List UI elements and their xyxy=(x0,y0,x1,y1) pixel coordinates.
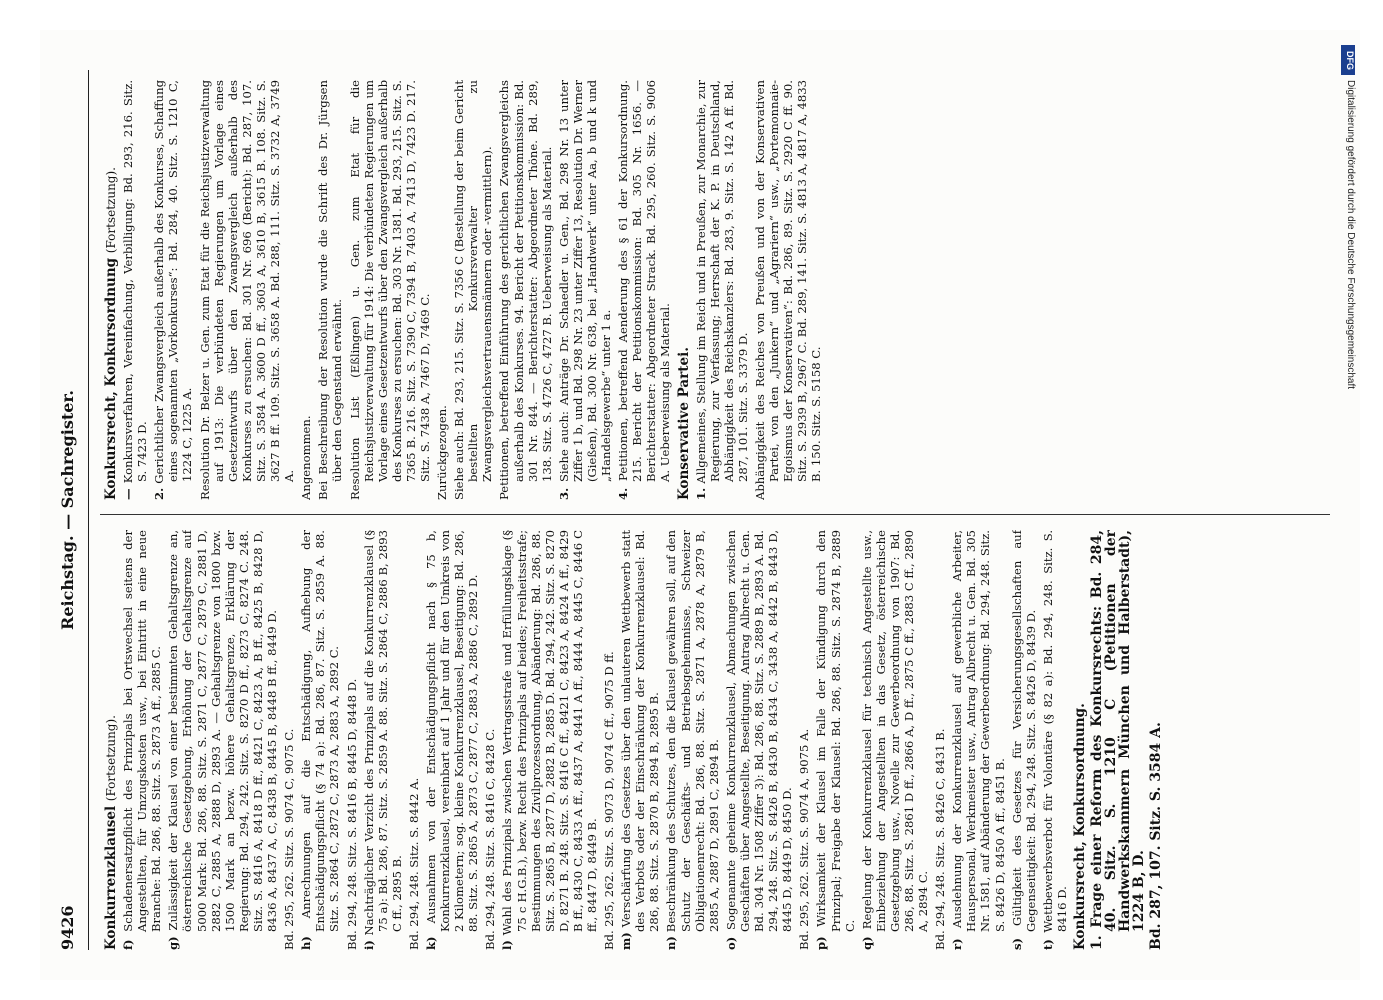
entry-text: Siehe auch: Anträge Dr. Schaedler u. Gen., Bd. 298 Nr. 13 unter Ziffer 1 b, und Bd. 298 Nr. 23 unter Ziffer 13, Resolution Dr. Werner (Gießen), Bd. 300 Nr. 638, bei „Handwerk“ unter Aa, b und k und „Handelsgewerbe“ unter 1 a. xyxy=(556,80,614,483)
page-number: 9426 xyxy=(58,905,77,950)
entry-text: Schadenersatzpflicht des Prinzipals bei Ortswechsel seitens der Angestellten, für Umzugskosten usw., bei Eintritt in eine neue Branche: Bd. 286, 88. Sitz. S. 2873 A ff., 2885 C. xyxy=(121,530,164,932)
index-entry xyxy=(724,530,794,950)
entry-label: q) xyxy=(859,936,874,950)
index-entry xyxy=(152,80,194,500)
entry-label: p) xyxy=(814,936,829,950)
entry-text: Siehe auch: Bd. 293, 215. Sitz. S. 7356 C (Bestellung der beim Gericht bestellten Konkursverwalter zu Zwangsvergleichsvertrauensmännern oder -vermittlern). xyxy=(452,80,495,500)
index-entry xyxy=(1149,530,1163,950)
index-entry xyxy=(345,530,359,950)
dfg-logo: DFG xyxy=(1341,45,1355,75)
index-entry xyxy=(452,80,494,500)
index-entry xyxy=(814,530,856,950)
index-entry xyxy=(497,80,553,500)
index-entry xyxy=(198,80,297,500)
index-entry xyxy=(753,80,823,500)
entry-text: Bd. 295, 262. Sitz. S. 9074 C, 9075 C. xyxy=(282,728,297,950)
entry-text: Bd. 294, 248. Sitz. S. 8442 A. xyxy=(406,777,421,950)
entry-label: i) xyxy=(361,940,376,950)
entry-text: Gerichtlicher Zwangsvergleich außerhalb des Konkurses, Schaffung eines sogenannten „Vorkonkurses“: Bd. 284, 40. Sitz. S. 1210 C, 1224 C, 1225 A. xyxy=(152,80,195,484)
section-continued: (Fortsetzung). xyxy=(104,715,118,802)
entry-label: 2. xyxy=(152,487,167,500)
entry-label: m) xyxy=(619,932,634,950)
index-entry xyxy=(619,530,661,950)
entry-label: n) xyxy=(664,936,679,950)
entry-text: Resolution Dr. Belzer u. Gen. zum Etat für die Reichsjustizverwaltung auf 1913: Die verbündeten Regierungen um Vorlage eines Gesetzentwurfs über den Zwangsvergleich außerhalb des Konkurses zu ersuchen: Bd. 301 Nr. 696 (Bericht): Bd. 287, 107. Sitz. S. 3584 A. 3600 D ff., 3603 A, 3610 B, 3615 B. 108. Sitz. S. 3627 B ff. 109. Sitz. S. 3658 A. Bd. 288, 111. Sitz. S. 3732 A, 3749 A. xyxy=(197,80,297,500)
rotated-page-content xyxy=(40,30,1360,980)
entry-label: o) xyxy=(723,936,738,950)
index-entry xyxy=(299,530,341,950)
index-entry xyxy=(483,530,497,950)
entry-text: Ausnahmen von der Entschädigungspflicht nach § 75 b, Konkurrenzklausel, vereinbart auf 1 Jahr und für den Umkreis von 2 Kilometern; sog. kleine Konkurrenzklausel, Beseitigung: Bd. 286, 88. Sitz. S. 2865 A, 2873 C, 2877 C, 2883 A, 2886 C, 2892 D. xyxy=(423,530,481,932)
entry-text: Abhängigkeit des Reiches von Preußen und von der Konservativen Partei, von den „Junkern“ und „Agrariern“ usw., „Portemonnaie-Egoismus der Konservativen“: Bd. 286, 89. Sitz. S. 2920 C ff. 90. Sitz. S. 2939 B, 2967 C. Bd. 289, 141. Sitz. S. 4813 A, 4817 A, 4833 B. 150. Sitz. S. 5158 C. xyxy=(753,80,824,500)
index-entry xyxy=(435,80,449,500)
entry-text: Resolution List (Eßlingen) u. Gen. zum Etat für die Reichsjustizverwaltung für 1914: Die verbündeten Regierungen um Vorlage eines Gesetzentwurfs über den Zwangsvergleich außerhalb des Konkurses zu ersuchen: Bd. 303 Nr. 1381. Bd. 293, 215. Sitz. S. 7365 B. 216. Sitz. S. 7390 C, 7394 B, 7403 A, 7413 D, 7423 D. 217. Sitz. S. 7438 A, 7467 D, 7469 C. xyxy=(347,80,432,500)
index-entry xyxy=(121,530,163,950)
index-entry xyxy=(1010,530,1038,950)
section-heading: Konservative Partei. xyxy=(675,347,692,500)
entry-text: Ausdehnung der Konkurrenzklausel auf gewerbliche Arbeiter, Hauspersonal, Werkmeister usw., Antrag Albrecht u. Gen. Bd. 305 Nr. 1581, auf Abänderung der Gewerbeordnung: Bd. 294, 248. Sitz. S. 8426 D, 8450 A ff., 8451 B. xyxy=(950,530,1007,932)
entry-label: 1. xyxy=(1089,935,1106,950)
entry-list xyxy=(121,530,1069,950)
index-entry xyxy=(121,80,149,500)
index-entry xyxy=(950,530,1006,950)
entry-text: Wettbewerbsverbot für Volontäre (§ 82 a): Bd. 294, 248. Sitz. S. 8416 D. xyxy=(1040,530,1069,933)
dfg-notice-text: Digitalisierung gefördert durch die Deutsche Forschungsgemeinschaft xyxy=(1345,80,1356,390)
entry-label: 4. xyxy=(616,487,631,500)
entry-text: Zurückgezogen. xyxy=(435,405,450,500)
section-continued: (Fortsetzung). xyxy=(104,167,118,254)
entry-label: k) xyxy=(423,936,438,950)
index-entry xyxy=(933,530,947,950)
entry-text: Bd. 287, 107. Sitz. S. 3584 A. xyxy=(1148,722,1165,950)
entry-label: 3. xyxy=(556,487,571,500)
index-entry xyxy=(694,80,750,500)
index-entry xyxy=(316,80,344,500)
left-column xyxy=(100,530,1340,950)
index-entry xyxy=(500,530,599,950)
page-header xyxy=(58,70,88,950)
entry-text: Petitionen, betreffend Einführung des gerichtlichen Zwangsvergleichs außerhalb des Konkurses. 94. Bericht der Petitionskommission: Bd. 301 Nr. 844. — Berichterstatter: Abgeordneter Thöne. Bd. 289, 138. Sitz. S. 4726 C, 4727 B. Ueberweisung als Material. xyxy=(497,80,554,500)
index-entry xyxy=(616,80,672,500)
entry-label: 1. xyxy=(693,487,708,500)
entry-text: Petitionen, betreffend Aenderung des § 61 der Konkursordnung. 215. Bericht der Petitionskommission: Bd. 305 Nr. 1656. — Berichterstatter: Abgeordneter Strack. Bd. 295, 260. Sitz. S. 9006 A. Ueberweisung als Material. xyxy=(616,80,673,482)
entry-text: Angenommen. xyxy=(299,415,314,500)
section-title: Konkurrenzklausel xyxy=(103,805,119,950)
index-entry xyxy=(407,530,421,950)
entry-text: Verschärfung des Gesetzes über den unlauteren Wettbewerb statt des Verbots oder der Einschränkung der Konkurrenzklausel: Bd. 286, 88. Sitz. S. 2870 B, 2894 B, 2895 B. xyxy=(619,530,662,932)
section-heading: Konkursrecht, Konkursordnung. xyxy=(1072,703,1088,950)
entry-text: Sogenannte geheime Konkurrenzklausel, Abmachungen zwischen Geschäften über Angestellte, Beseitigung. Antrag Albrecht u. Gen. Bd. 304 Nr. 1508 Ziffer 3): Bd. 286, 88. Sitz. S. 2889 B, 2893 A. Bd. 294, 248. Sitz. S. 8426 B, 8430 B, 8434 C, 3438 A, 8442 B, 8443 D, 8445 D, 8449 D, 8450 D. xyxy=(723,530,795,932)
entry-label: g) xyxy=(166,936,181,950)
index-entry xyxy=(797,530,811,950)
index-entry xyxy=(166,530,279,950)
page-title: Reichstag. — Sachregister. xyxy=(58,390,77,630)
entry-text: Allgemeines, Stellung im Reich und in Preußen, zur Monarchie, zur Regierung, zur Verfassung; Herrschaft der K. P. in Deutschland, Abhängigkeit des Reichskanzlers: Bd. 283, 9. Sitz. S. 142 A ff. Bd. 287, 101. Sitz. S. 3379 D. xyxy=(693,80,750,484)
scanned-page xyxy=(40,30,1360,980)
entry-text: Bd. 295, 262. Sitz. S. 9074 A, 9075 A. xyxy=(797,728,812,950)
index-entry xyxy=(424,530,480,950)
entry-label: l) xyxy=(500,940,515,950)
dfg-notice xyxy=(1340,40,1356,740)
entry-text: Zulässigkeit der Klausel von einer bestimmten Gehaltsgrenze an, österreichische Gesetzgebung, Erhöhung der Gehaltsgrenze auf 5000 Mark: Bd. 286, 88. Sitz. S. 2871 C, 2877 C, 2879 C, 2881 D, 2882 C, 2885 A, 2888 D, 2893 A. — Gehaltsgrenze von 1800 bzw. 1500 Mark an bezw. höhere Gehaltsgrenze, Erklärung der Regierung: Bd. 294, 242. Sitz. S. 8270 D ff., 8273 C, 8274 C. 248. Sitz. S. 8416 A, 8418 D ff., 8421 C, 8423 A, B ff., 8425 B, 8428 D, 8436 A, 8437 A, C, 8438 B, 8445 B, 8448 B ff., 8449 D. xyxy=(166,530,280,932)
index-entry xyxy=(1090,530,1146,950)
entry-text: Bei Beschreibung der Resolution wurde die Schrift des Dr. Jürgsen über den Gegenstand erwähnt. xyxy=(316,80,345,500)
index-entry xyxy=(860,530,930,950)
entry-text: Wirksamkeit der Klausel im Falle der Kündigung durch den Prinzipal; Freigabe der Klausel: Bd. 286, 88. Sitz. S. 2874 B, 2889 C. xyxy=(814,530,857,932)
entry-text: Konkursverfahren, Vereinfachung, Verbilligung: Bd. 293, 216. Sitz. S. 7423 D. xyxy=(121,80,150,484)
right-column xyxy=(100,80,1340,500)
entry-label: — xyxy=(121,488,136,500)
entry-label: f) xyxy=(121,939,136,950)
entry-label: r) xyxy=(950,938,965,950)
entry-text: Gültigkeit des Gesetzes für Versicherungsgesellschaften auf Gegenseitigkeit: Bd. 294, 248. Sitz. S. 8426 D, 8439 D. xyxy=(1009,530,1038,932)
index-entry xyxy=(282,530,296,950)
entry-label: t) xyxy=(1040,939,1055,950)
entry-text: Frage einer Reform des Konkursrechts: Bd. 284, 40. Sitz. S. 1210 C (Petitionen der Handwerkskammern München und Halberstadt), 1224 B, D. xyxy=(1089,530,1148,932)
header-rule xyxy=(88,70,89,950)
entry-text: Anrechnungen auf die Entschädigung, Aufhebung der Entschädigungspflicht (§ 74 a): Bd. 286, 87. Sitz. S. 2859 A. 88. Sitz. S. 2864 C, 2872 C, 2873 A, 2883 A, 2892 C. xyxy=(299,530,342,932)
index-entry xyxy=(362,530,404,950)
entry-label: h) xyxy=(299,936,314,950)
entry-list xyxy=(694,80,824,500)
index-entry xyxy=(348,80,433,500)
entry-text: Bd. 295, 262. Sitz. S. 9073 D, 9074 C ff., 9075 D ff. xyxy=(602,651,617,950)
entry-text: Bd. 294, 248. Sitz. S. 8416 C, 8428 C. xyxy=(483,728,498,950)
index-entry xyxy=(299,80,313,500)
section-heading xyxy=(104,80,118,500)
section-title: Konkursrecht, Konkursordnung xyxy=(103,257,119,500)
index-entry xyxy=(1041,530,1069,950)
index-entry xyxy=(664,530,720,950)
column-divider xyxy=(100,514,1330,515)
entry-list xyxy=(121,80,672,500)
entry-text: Beschränkung des Schutzes, den die Klausel gewähren soll, auf den Schutz der Geschäfts- und Betriebsgeheimnisse, Schweizer Obligationenrecht: Bd. 286, 88. Sitz. S. 2871 A, 2878 A, 2879 B, 2885 A, 2887 D, 2891 C, 2894 B. xyxy=(664,530,721,933)
entry-label: s) xyxy=(1009,937,1024,950)
entry-text: Bd. 294, 248. Sitz. S. 8426 C, 8431 B. xyxy=(933,728,948,950)
section-heading xyxy=(104,530,118,950)
entry-text: Bd. 294, 248. Sitz. S. 8416 B, 8445 D, 8448 D. xyxy=(344,678,359,950)
entry-list xyxy=(1090,530,1163,950)
entry-text: Nachträglicher Verzicht des Prinzipals auf die Konkurrenzklausel (§ 75 a): Bd. 286, 87. Sitz. S. 2859 A. 88. Sitz. S. 2864 C, 2886 B, 2893 C ff., 2895 B. xyxy=(361,530,404,936)
index-entry xyxy=(557,80,613,500)
entry-text: Regelung der Konkurrenzklausel für technisch Angestellte usw., Einbeziehung der Angestellten in das Gesetz, österreichische Gesetzgebung usw., Novelle zur Gewerbeordnung von 1907: Bd. 286, 88. Sitz. S. 2861 D ff., 2866 A, D ff., 2875 C ff., 2883 C ff., 2890 A, 2894 C. xyxy=(859,530,931,932)
entry-text: Wahl des Prinzipals zwischen Vertragsstrafe und Erfüllungsklage (§ 75 c H.G.B.), bezw. Recht des Prinzipals auf beides; Freiheitsstrafe; Bestimmungen des Zivilprozessordnung, Abänderung: Bd. 286, 88. Sitz. S. 2865 B, 2877 D, 2882 B, 2885 D. Bd. 294, 242. Sitz. S. 8270 D, 8271 B. 248. Sitz. S. 8416 C ff., 8421 C, 8423 A, 8424 A ff., 8429 B ff., 8430 C, 8433 A ff., 8437 A, 8441 A ff., 8444 A, 8445 C, 8446 C ff., 8447 D, 8449 B. xyxy=(500,530,599,936)
index-entry xyxy=(602,530,616,950)
